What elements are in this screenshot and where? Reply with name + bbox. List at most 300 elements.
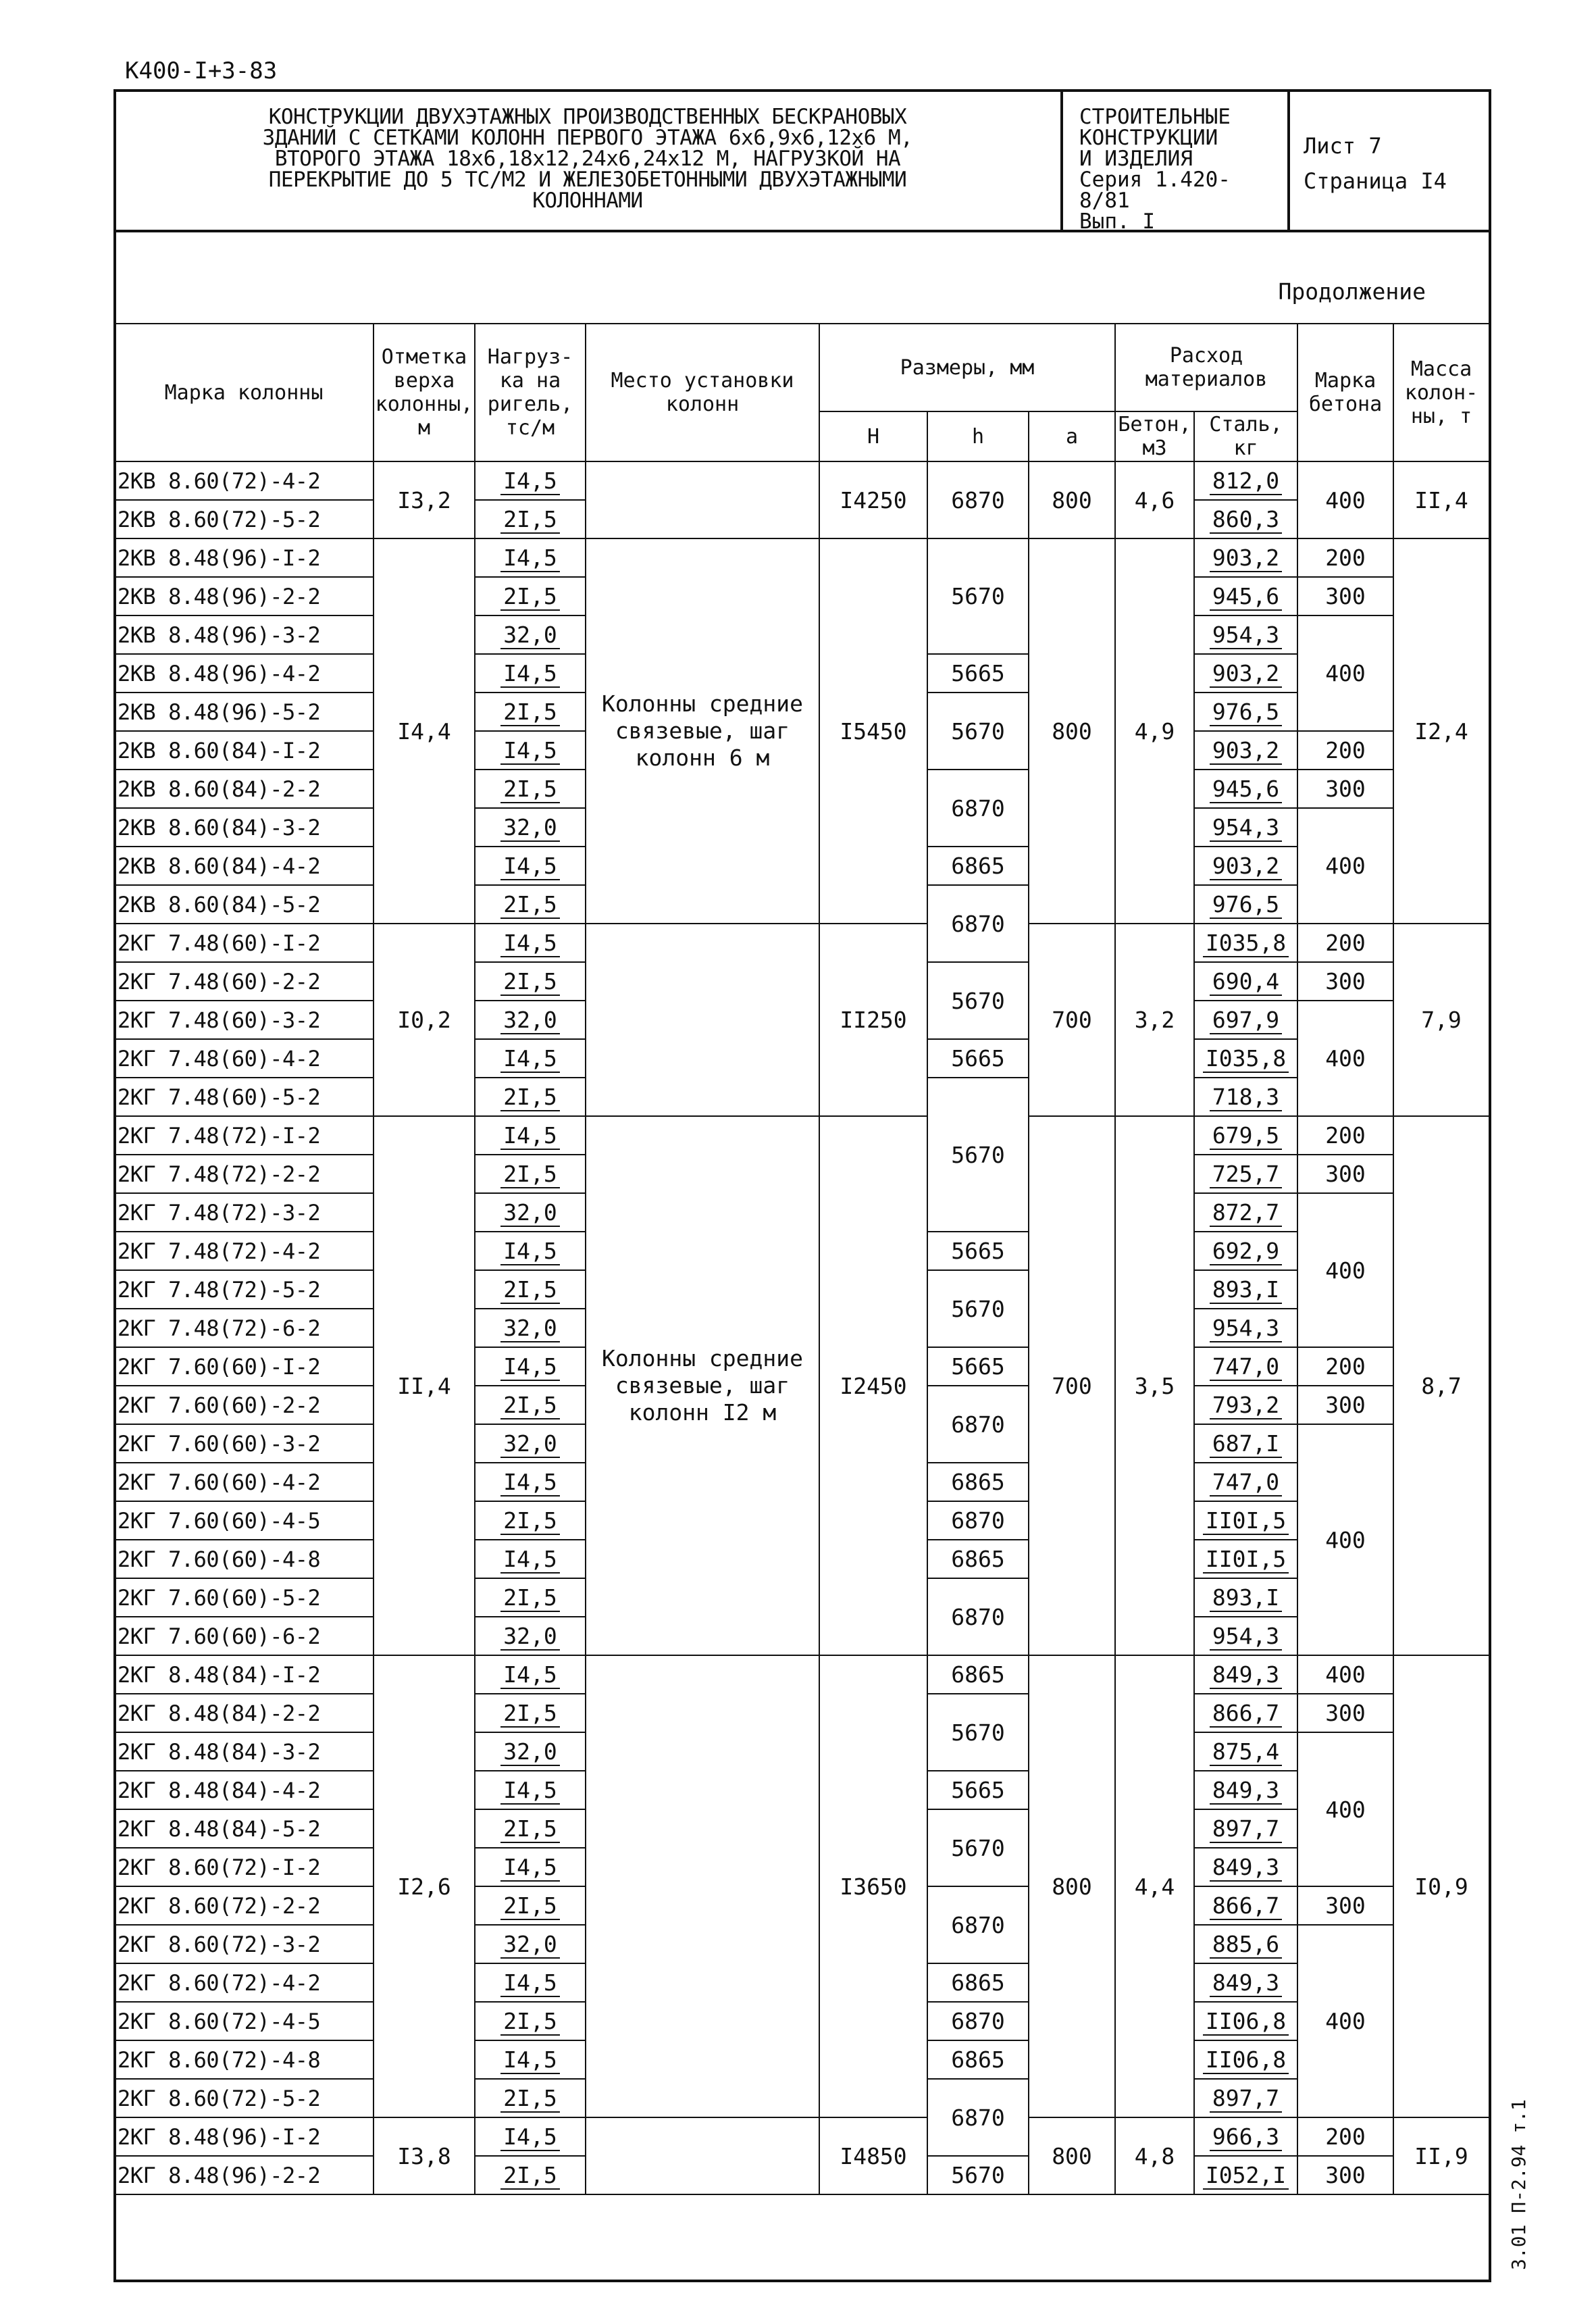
height-h-cell: 6870	[927, 1386, 1029, 1463]
column-mark-cell: 2КВ 8.60(84)-3-2	[114, 808, 374, 847]
column-mark-cell: 2КГ 8.60(72)-4-8	[114, 2040, 374, 2079]
height-h-cell: 6870	[927, 770, 1029, 847]
steel-mass-cell-value: 679,5	[1210, 1122, 1282, 1150]
load-cell	[475, 962, 586, 1001]
steel-mass-cell-value: I035,8	[1203, 930, 1289, 957]
steel-mass-cell	[1194, 577, 1297, 615]
load-cell	[475, 1694, 586, 1732]
column-mark-cell: 2КГ 7.60(60)-5-2	[114, 1578, 374, 1617]
load-cell-value: 2I,5	[500, 2162, 559, 2190]
column-mark-cell: 2КВ 8.60(72)-5-2	[114, 500, 374, 538]
steel-mass-cell-value: 690,4	[1210, 968, 1282, 996]
col-H-header: H	[819, 411, 927, 461]
column-mark-cell: 2КГ 7.48(72)-6-2	[114, 1309, 374, 1347]
table-row	[114, 538, 1489, 577]
elevation-cell: I0,2	[374, 924, 475, 1116]
placement-cell	[586, 924, 819, 1116]
column-mark-cell: 2КГ 7.60(60)-6-2	[114, 1617, 374, 1655]
column-mark-cell: 2КВ 8.60(84)-I-2	[114, 731, 374, 770]
load-cell	[475, 500, 586, 538]
load-cell-value: 2I,5	[500, 699, 559, 726]
column-mark-cell: 2КГ 7.60(60)-4-2	[114, 1463, 374, 1501]
steel-mass-cell-value: 875,4	[1210, 1738, 1282, 1766]
column-mark-cell: 2КГ 7.60(60)-4-5	[114, 1501, 374, 1540]
load-cell	[475, 1925, 586, 1963]
concrete-grade-cell: 400	[1297, 1925, 1393, 2117]
steel-mass-cell	[1194, 461, 1297, 500]
load-cell-value: I4,5	[500, 1969, 559, 1997]
side-stamp: 3.01 П-2.94 т.1	[1508, 2099, 1530, 2270]
load-cell-value: 2I,5	[500, 968, 559, 996]
load-cell-value: 32,0	[500, 622, 559, 649]
load-cell	[475, 615, 586, 654]
concrete-grade-cell: 300	[1297, 577, 1393, 615]
height-h-cell: 5670	[927, 693, 1029, 770]
steel-mass-cell-value: 966,3	[1210, 2123, 1282, 2151]
elevation-cell: I3,8	[374, 2117, 475, 2194]
concrete-volume-cell: 4,4	[1115, 1655, 1194, 2117]
steel-mass-cell	[1194, 1386, 1297, 1424]
height-h-cell: 5670	[927, 538, 1029, 654]
concrete-grade-cell: 200	[1297, 924, 1393, 962]
load-cell	[475, 1270, 586, 1309]
load-cell	[475, 770, 586, 808]
load-cell-value: I4,5	[500, 545, 559, 572]
load-cell	[475, 2040, 586, 2079]
concrete-grade-cell: 400	[1297, 615, 1393, 731]
load-cell-value: 2I,5	[500, 1084, 559, 1111]
load-cell	[475, 1463, 586, 1501]
width-a-cell: 800	[1029, 538, 1115, 924]
steel-mass-cell-value: II06,8	[1203, 2046, 1289, 2074]
steel-mass-cell-value: 903,2	[1210, 545, 1282, 572]
table-body	[114, 461, 1489, 2194]
col-concrete-header: Бетон, м3	[1115, 411, 1194, 461]
load-cell	[475, 2117, 586, 2156]
steel-mass-cell	[1194, 808, 1297, 847]
elevation-cell: I4,4	[374, 538, 475, 924]
concrete-grade-cell: 400	[1297, 1193, 1393, 1347]
col-a-header: a	[1029, 411, 1115, 461]
height-h-cell: 5665	[927, 1232, 1029, 1270]
concrete-grade-cell: 400	[1297, 1424, 1393, 1655]
column-mark-cell: 2КГ 7.60(60)-2-2	[114, 1386, 374, 1424]
column-mark-cell: 2КГ 7.48(72)-2-2	[114, 1155, 374, 1193]
steel-mass-cell-value: 860,3	[1210, 506, 1282, 534]
steel-mass-cell-value: 945,6	[1210, 776, 1282, 803]
column-mark-cell: 2КГ 7.60(60)-4-8	[114, 1540, 374, 1578]
load-cell-value: 32,0	[500, 814, 559, 842]
load-cell-value: 2I,5	[500, 1892, 559, 1920]
steel-mass-cell	[1194, 885, 1297, 924]
steel-mass-cell	[1194, 1694, 1297, 1732]
steel-mass-cell	[1194, 962, 1297, 1001]
load-cell	[475, 1655, 586, 1694]
column-mark-cell: 2КВ 8.48(96)-5-2	[114, 693, 374, 731]
steel-mass-cell	[1194, 770, 1297, 808]
concrete-grade-cell: 300	[1297, 1155, 1393, 1193]
steel-mass-cell	[1194, 2156, 1297, 2194]
height-h-cell: 5670	[927, 1270, 1029, 1347]
height-h-cell: 6870	[927, 1578, 1029, 1655]
header-title: КОНСТРУКЦИИ ДВУХЭТАЖНЫХ ПРОИЗВОДСТВЕННЫХ БЕСКРАНОВЫХ ЗДАНИЙ С СЕТКАМИ КОЛОНН ПЕРВОГО ЭТАЖА 6х6,9х6,12х6 М, ВТОРОГО ЭТАЖА 18х6,18х12,24х6,24х12 М, НАГРУЗКОЙ НА ПЕРЕКРЫТИЕ ДО 5 ТС/М2 И ЖЕЛЕЗОБЕТОННЫМИ ДВУХЭТАЖНЫМИ КОЛОННАМИ	[262, 105, 913, 213]
column-mass-cell: 8,7	[1393, 1116, 1489, 1655]
concrete-grade-cell: 200	[1297, 1347, 1393, 1386]
height-H-cell: I4850	[819, 2117, 927, 2194]
load-cell	[475, 1232, 586, 1270]
table-row	[114, 1116, 1489, 1155]
height-h-cell: 6870	[927, 1886, 1029, 1963]
height-h-cell: 5670	[927, 1694, 1029, 1771]
load-cell	[475, 1617, 586, 1655]
column-mark-cell: 2КВ 8.60(72)-4-2	[114, 461, 374, 500]
steel-mass-cell	[1194, 500, 1297, 538]
table-row	[114, 2117, 1489, 2156]
concrete-grade-cell: 300	[1297, 1386, 1393, 1424]
load-cell	[475, 731, 586, 770]
load-cell-value: 2I,5	[500, 776, 559, 803]
steel-mass-cell	[1194, 1848, 1297, 1886]
column-mark-cell: 2КГ 8.60(72)-3-2	[114, 1925, 374, 1963]
load-cell	[475, 924, 586, 962]
load-cell-value: 32,0	[500, 1315, 559, 1342]
column-mark-cell: 2КГ 7.48(60)-4-2	[114, 1039, 374, 1078]
column-mass-cell: I2,4	[1393, 538, 1489, 924]
steel-mass-cell-value: 954,3	[1210, 1315, 1282, 1342]
concrete-volume-cell: 4,6	[1115, 461, 1194, 538]
height-H-cell: I2450	[819, 1116, 927, 1655]
steel-mass-cell	[1194, 1771, 1297, 1809]
load-cell	[475, 1193, 586, 1232]
height-H-cell: I4250	[819, 461, 927, 538]
header-sheet: Лист 7 Страница I4	[1304, 133, 1447, 194]
col-h-header: h	[927, 411, 1029, 461]
load-cell	[475, 538, 586, 577]
col-grade-header: Марка бетона	[1297, 324, 1393, 461]
load-cell-value: I4,5	[500, 1238, 559, 1265]
placement-cell: Колонны средние связевые, шаг колонн I2 м	[586, 1116, 819, 1655]
load-cell-value: 2I,5	[500, 1584, 559, 1612]
column-mark-cell: 2КВ 8.60(84)-4-2	[114, 847, 374, 885]
load-cell	[475, 1540, 586, 1578]
document-code: К400-I+3-83	[125, 57, 278, 84]
column-mark-cell: 2КВ 8.48(96)-2-2	[114, 577, 374, 615]
load-cell	[475, 808, 586, 847]
steel-mass-cell-value: 897,7	[1210, 2085, 1282, 2113]
steel-mass-cell-value: 849,3	[1210, 1777, 1282, 1805]
col-load-header: Нагруз-ка на ригель, тс/м	[475, 324, 586, 461]
steel-mass-cell-value: 866,7	[1210, 1892, 1282, 1920]
column-mark-cell: 2КГ 8.48(84)-I-2	[114, 1655, 374, 1694]
steel-mass-cell-value: 697,9	[1210, 1007, 1282, 1034]
steel-mass-cell	[1194, 731, 1297, 770]
concrete-grade-cell: 400	[1297, 1655, 1393, 1694]
height-h-cell: 6865	[927, 1963, 1029, 2002]
concrete-volume-cell: 3,5	[1115, 1116, 1194, 1655]
column-mark-cell: 2КГ 7.60(60)-3-2	[114, 1424, 374, 1463]
table-row	[114, 1655, 1489, 1694]
height-h-cell: 6865	[927, 1463, 1029, 1501]
load-cell-value: 2I,5	[500, 506, 559, 534]
table-row	[114, 461, 1489, 500]
column-mark-cell: 2КВ 8.48(96)-I-2	[114, 538, 374, 577]
steel-mass-cell	[1194, 924, 1297, 962]
col-place-header: Место установки колонн	[586, 324, 819, 461]
height-h-cell: 6865	[927, 2040, 1029, 2079]
height-h-cell: 6870	[927, 2002, 1029, 2040]
column-mark-cell: 2КГ 8.48(84)-3-2	[114, 1732, 374, 1771]
steel-mass-cell	[1194, 1078, 1297, 1116]
load-cell-value: 32,0	[500, 1738, 559, 1766]
column-mark-cell: 2КВ 8.48(96)-4-2	[114, 654, 374, 693]
steel-mass-cell-value: 849,3	[1210, 1854, 1282, 1882]
column-mark-cell: 2КГ 7.48(72)-3-2	[114, 1193, 374, 1232]
height-h-cell: 5665	[927, 1347, 1029, 1386]
height-h-cell: 6865	[927, 1540, 1029, 1578]
column-mark-cell: 2КГ 8.48(84)-4-2	[114, 1771, 374, 1809]
load-cell-value: 2I,5	[500, 2085, 559, 2113]
height-H-cell: I3650	[819, 1655, 927, 2117]
steel-mass-cell	[1194, 1193, 1297, 1232]
elevation-cell: II,4	[374, 1116, 475, 1655]
concrete-grade-cell: 200	[1297, 538, 1393, 577]
load-cell	[475, 1155, 586, 1193]
column-mass-cell: 7,9	[1393, 924, 1489, 1116]
column-mark-cell: 2КГ 7.48(60)-5-2	[114, 1078, 374, 1116]
column-mark-cell: 2КГ 7.48(60)-2-2	[114, 962, 374, 1001]
load-cell-value: I4,5	[500, 737, 559, 765]
steel-mass-cell-value: 849,3	[1210, 1969, 1282, 1997]
steel-mass-cell-value: 976,5	[1210, 891, 1282, 919]
elevation-cell: I2,6	[374, 1655, 475, 2117]
concrete-grade-cell: 300	[1297, 2156, 1393, 2194]
load-cell-value: I4,5	[500, 1353, 559, 1381]
column-mark-cell: 2КГ 8.60(72)-4-2	[114, 1963, 374, 2002]
steel-mass-cell	[1194, 1039, 1297, 1078]
concrete-grade-cell: 300	[1297, 1886, 1393, 1925]
load-cell	[475, 1963, 586, 2002]
steel-mass-cell	[1194, 1540, 1297, 1578]
column-mark-cell: 2КГ 8.48(96)-I-2	[114, 2117, 374, 2156]
column-mark-cell: 2КВ 8.48(96)-3-2	[114, 615, 374, 654]
concrete-grade-cell: 400	[1297, 461, 1393, 538]
column-mark-cell: 2КГ 8.48(96)-2-2	[114, 2156, 374, 2194]
load-cell-value: I4,5	[500, 1122, 559, 1150]
steel-mass-cell	[1194, 847, 1297, 885]
steel-mass-cell-value: 903,2	[1210, 853, 1282, 880]
height-h-cell: 6865	[927, 847, 1029, 885]
col-elev-header: Отметка верха колонны, м	[374, 324, 475, 461]
steel-mass-cell	[1194, 1578, 1297, 1617]
load-cell	[475, 1078, 586, 1116]
load-cell-value: 2I,5	[500, 1815, 559, 1843]
load-cell	[475, 2079, 586, 2117]
col-mass-header: Масса колон-ны, т	[1393, 324, 1489, 461]
steel-mass-cell-value: 903,2	[1210, 660, 1282, 688]
load-cell	[475, 1848, 586, 1886]
load-cell-value: I4,5	[500, 2046, 559, 2074]
width-a-cell: 800	[1029, 1655, 1115, 2117]
steel-mass-cell	[1194, 1347, 1297, 1386]
placement-cell	[586, 461, 819, 538]
load-cell-value: 2I,5	[500, 2008, 559, 2036]
width-a-cell: 700	[1029, 924, 1115, 1116]
concrete-grade-cell: 200	[1297, 1116, 1393, 1155]
load-cell-value: I4,5	[500, 1469, 559, 1496]
steel-mass-cell	[1194, 1463, 1297, 1501]
height-h-cell: 5670	[927, 1809, 1029, 1886]
steel-mass-cell	[1194, 2040, 1297, 2079]
steel-mass-cell-value: 885,6	[1210, 1931, 1282, 1959]
load-cell	[475, 1309, 586, 1347]
column-mark-cell: 2КГ 7.48(72)-I-2	[114, 1116, 374, 1155]
steel-mass-cell	[1194, 1155, 1297, 1193]
steel-mass-cell-value: 747,0	[1210, 1469, 1282, 1496]
load-cell-value: I4,5	[500, 853, 559, 880]
concrete-grade-cell: 300	[1297, 770, 1393, 808]
steel-mass-cell-value: I035,8	[1203, 1045, 1289, 1073]
col-steel-header: Сталь, кг	[1194, 411, 1297, 461]
steel-mass-cell	[1194, 1617, 1297, 1655]
height-h-cell: 6870	[927, 1501, 1029, 1540]
column-mark-cell: 2КВ 8.60(84)-5-2	[114, 885, 374, 924]
header-bottom-rule	[113, 230, 1491, 232]
header-divider-2	[1287, 89, 1290, 231]
load-cell	[475, 1886, 586, 1925]
column-mark-cell: 2КГ 8.60(72)-2-2	[114, 1886, 374, 1925]
steel-mass-cell	[1194, 654, 1297, 693]
col-materials-header: Расход материалов	[1115, 324, 1297, 411]
column-mass-cell: I0,9	[1393, 1655, 1489, 2117]
col-mark-header: Марка колонны	[114, 324, 374, 461]
load-cell-value: I4,5	[500, 1854, 559, 1882]
column-mark-cell: 2КВ 8.60(84)-2-2	[114, 770, 374, 808]
steel-mass-cell	[1194, 1232, 1297, 1270]
load-cell-value: 32,0	[500, 1931, 559, 1959]
load-cell	[475, 1116, 586, 1155]
load-cell-value: 2I,5	[500, 1392, 559, 1419]
steel-mass-cell-value: 897,7	[1210, 1815, 1282, 1843]
height-H-cell: II250	[819, 924, 927, 1116]
concrete-volume-cell: 3,2	[1115, 924, 1194, 1116]
steel-mass-cell	[1194, 1963, 1297, 2002]
load-cell-value: I4,5	[500, 1546, 559, 1574]
height-h-cell: 6870	[927, 885, 1029, 962]
column-mark-cell: 2КГ 7.48(72)-5-2	[114, 1270, 374, 1309]
height-h-cell: 5670	[927, 962, 1029, 1039]
load-cell-value: I4,5	[500, 468, 559, 495]
load-cell	[475, 577, 586, 615]
load-cell	[475, 1001, 586, 1039]
placement-cell	[586, 1655, 819, 2117]
steel-mass-cell	[1194, 538, 1297, 577]
height-h-cell: 6870	[927, 461, 1029, 538]
elevation-cell: I3,2	[374, 461, 475, 538]
load-cell-value: I4,5	[500, 660, 559, 688]
concrete-volume-cell: 4,9	[1115, 538, 1194, 924]
load-cell-value: I4,5	[500, 2123, 559, 2151]
concrete-grade-cell: 200	[1297, 731, 1393, 770]
load-cell-value: 2I,5	[500, 1507, 559, 1535]
concrete-grade-cell: 300	[1297, 962, 1393, 1001]
steel-mass-cell-value: 893,I	[1210, 1276, 1282, 1304]
concrete-grade-cell: 200	[1297, 2117, 1393, 2156]
height-h-cell: 5665	[927, 1039, 1029, 1078]
load-cell	[475, 693, 586, 731]
steel-mass-cell-value: 718,3	[1210, 1084, 1282, 1111]
steel-mass-cell-value: 903,2	[1210, 737, 1282, 765]
height-H-cell: I5450	[819, 538, 927, 924]
width-a-cell: 700	[1029, 1116, 1115, 1655]
steel-mass-cell-value: II06,8	[1203, 2008, 1289, 2036]
steel-mass-cell-value: 954,3	[1210, 1623, 1282, 1651]
load-cell	[475, 654, 586, 693]
steel-mass-cell-value: 954,3	[1210, 622, 1282, 649]
concrete-grade-cell: 300	[1297, 1694, 1393, 1732]
load-cell-value: 2I,5	[500, 1161, 559, 1188]
steel-mass-cell-value: 866,7	[1210, 1700, 1282, 1728]
col-dims-header: Размеры, мм	[819, 324, 1115, 411]
load-cell-value: 2I,5	[500, 1700, 559, 1728]
height-h-cell: 5665	[927, 654, 1029, 693]
load-cell	[475, 1424, 586, 1463]
load-cell-value: 32,0	[500, 1623, 559, 1651]
load-cell-value: I4,5	[500, 1777, 559, 1805]
steel-mass-cell	[1194, 1655, 1297, 1694]
load-cell	[475, 1039, 586, 1078]
steel-mass-cell-value: 692,9	[1210, 1238, 1282, 1265]
steel-mass-cell-value: I052,I	[1203, 2162, 1289, 2190]
steel-mass-cell-value: 945,6	[1210, 583, 1282, 611]
load-cell-value: 2I,5	[500, 1276, 559, 1304]
placement-cell: Колонны средние связевые, шаг колонн 6 м	[586, 538, 819, 924]
height-h-cell: 5665	[927, 1771, 1029, 1809]
load-cell	[475, 1347, 586, 1386]
steel-mass-cell	[1194, 1270, 1297, 1309]
column-mark-cell: 2КГ 8.48(84)-2-2	[114, 1694, 374, 1732]
steel-mass-cell-value: 793,2	[1210, 1392, 1282, 1419]
load-cell	[475, 1578, 586, 1617]
load-cell-value: 32,0	[500, 1430, 559, 1458]
load-cell-value: 32,0	[500, 1007, 559, 1034]
concrete-grade-cell: 400	[1297, 808, 1393, 924]
steel-mass-cell-value: 893,I	[1210, 1584, 1282, 1612]
column-mark-cell: 2КГ 8.60(72)-4-5	[114, 2002, 374, 2040]
height-h-cell: 5670	[927, 2156, 1029, 2194]
height-h-cell: 5670	[927, 1078, 1029, 1232]
placement-cell	[586, 2117, 819, 2194]
table-row	[114, 924, 1489, 962]
column-mark-cell: 2КГ 8.60(72)-5-2	[114, 2079, 374, 2117]
steel-mass-cell	[1194, 1116, 1297, 1155]
steel-mass-cell-value: 976,5	[1210, 699, 1282, 726]
load-cell	[475, 1771, 586, 1809]
load-cell-value: 2I,5	[500, 583, 559, 611]
column-mass-cell: II,4	[1393, 461, 1489, 538]
column-mark-cell: 2КГ 7.48(60)-3-2	[114, 1001, 374, 1039]
columns-table	[113, 323, 1490, 2195]
column-mark-cell: 2КГ 8.60(72)-I-2	[114, 1848, 374, 1886]
steel-mass-cell	[1194, 1732, 1297, 1771]
concrete-grade-cell: 400	[1297, 1001, 1393, 1116]
steel-mass-cell-value: II0I,5	[1203, 1546, 1289, 1574]
column-mark-cell: 2КГ 7.48(60)-I-2	[114, 924, 374, 962]
load-cell-value: I4,5	[500, 1045, 559, 1073]
continued-label: Продолжение	[1278, 278, 1426, 305]
steel-mass-cell	[1194, 2117, 1297, 2156]
column-mark-cell: 2КГ 8.48(84)-5-2	[114, 1809, 374, 1848]
steel-mass-cell-value: 872,7	[1210, 1199, 1282, 1227]
